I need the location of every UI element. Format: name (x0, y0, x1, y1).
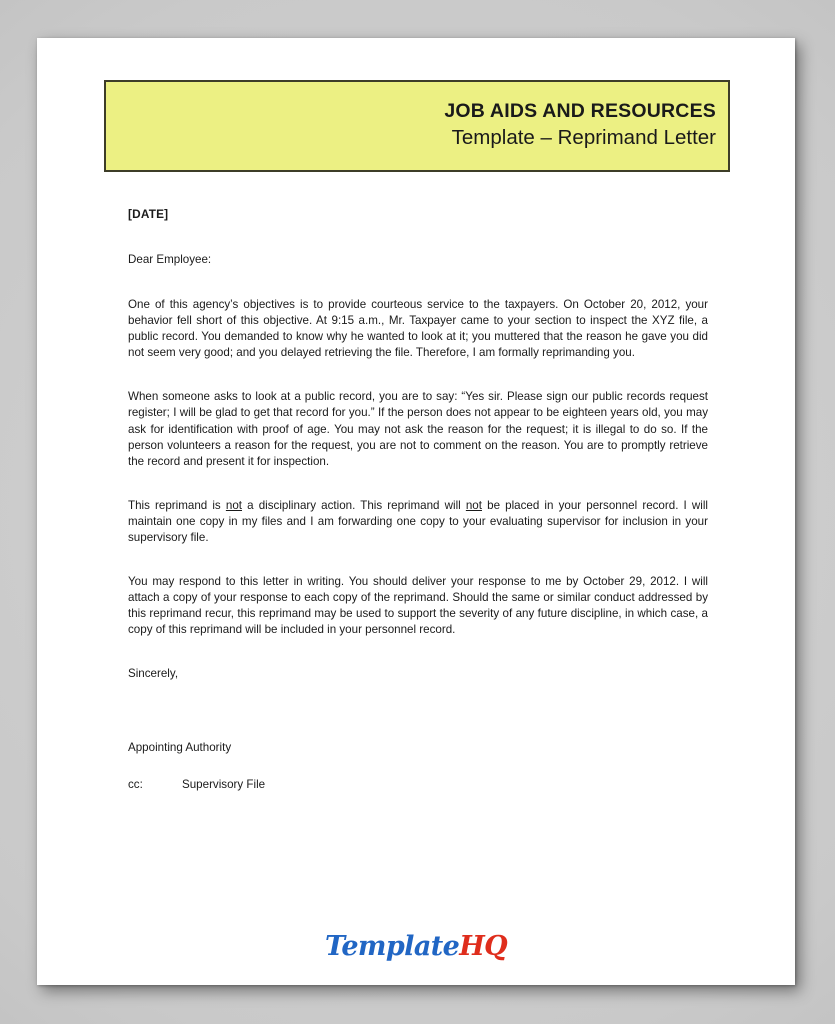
body-paragraph-2: When someone asks to look at a public record, you are to say: “Yes sir. Please sign our public records request register; I will be glad to get that record for you.” If the person does not appear to be eighteen years old, you may ask for identification with proof of age. You may not ask the reason for the request; it is illegal to do so. If the person volunteers a reason for the request, you are not to comment on the reason. You are to promptly retrieve the record and present it for inspection. (128, 390, 708, 468)
date-placeholder: [DATE] (128, 207, 169, 221)
paragraph-3-segment-2: a disciplinary action. This reprimand will (242, 498, 466, 512)
signature-block: Appointing Authority (128, 740, 232, 754)
paragraph-3-emphasis-2: not (465, 498, 482, 512)
logo-text-hq: HQ (459, 931, 508, 962)
cc-value: Supervisory File (182, 777, 266, 791)
closing-salutation: Sincerely, (128, 667, 179, 680)
paragraph-3-segment-1: This reprimand is (128, 498, 226, 512)
body-paragraph-1: One of this agency’s objectives is to provide courteous service to the taxpayers. On October 20, 2012, your behavior fell short of this objective. At 9:15 a.m., Mr. Taxpayer came to your section to inspect the XYZ file, a public record. You demanded to know why he wanted to look at it; you muttered that the reason he gave you did not seem very good; and you delayed retrieving the file. Therefore, I am formally reprimanding you. (128, 298, 708, 360)
salutation: Dear Employee: (128, 253, 212, 267)
cc-label: cc: (128, 777, 143, 791)
header-banner (104, 80, 730, 172)
paragraph-3-segment-3: be placed in your personnel record. I will maintain one copy in my files and I am forwarding one copy to your evaluating supervisor for inclusion in your supervisory file. (128, 498, 708, 544)
logo-text-template: Template (324, 931, 460, 962)
header-text-group (444, 100, 716, 152)
cc-line (128, 777, 708, 793)
paragraph-3-emphasis-1: not (225, 498, 242, 512)
body-paragraph-3 (128, 498, 708, 546)
document-page (37, 38, 795, 985)
templatehq-logo (37, 931, 795, 962)
body-paragraph-4: You may respond to this letter in writing. You should deliver your response to me by October 29, 2012. I will attach a copy of your response to each copy of the reprimand. Should the same or similar conduct addressed by this reprimand recur, this reprimand may be used to support the severity of any future discipline, in which case, a copy of this reprimand will be included in your personnel record. (128, 574, 708, 636)
header-title: JOB AIDS AND RESOURCES (444, 100, 716, 122)
header-subtitle: Template – Reprimand Letter (451, 126, 716, 149)
letter-body (128, 206, 708, 793)
